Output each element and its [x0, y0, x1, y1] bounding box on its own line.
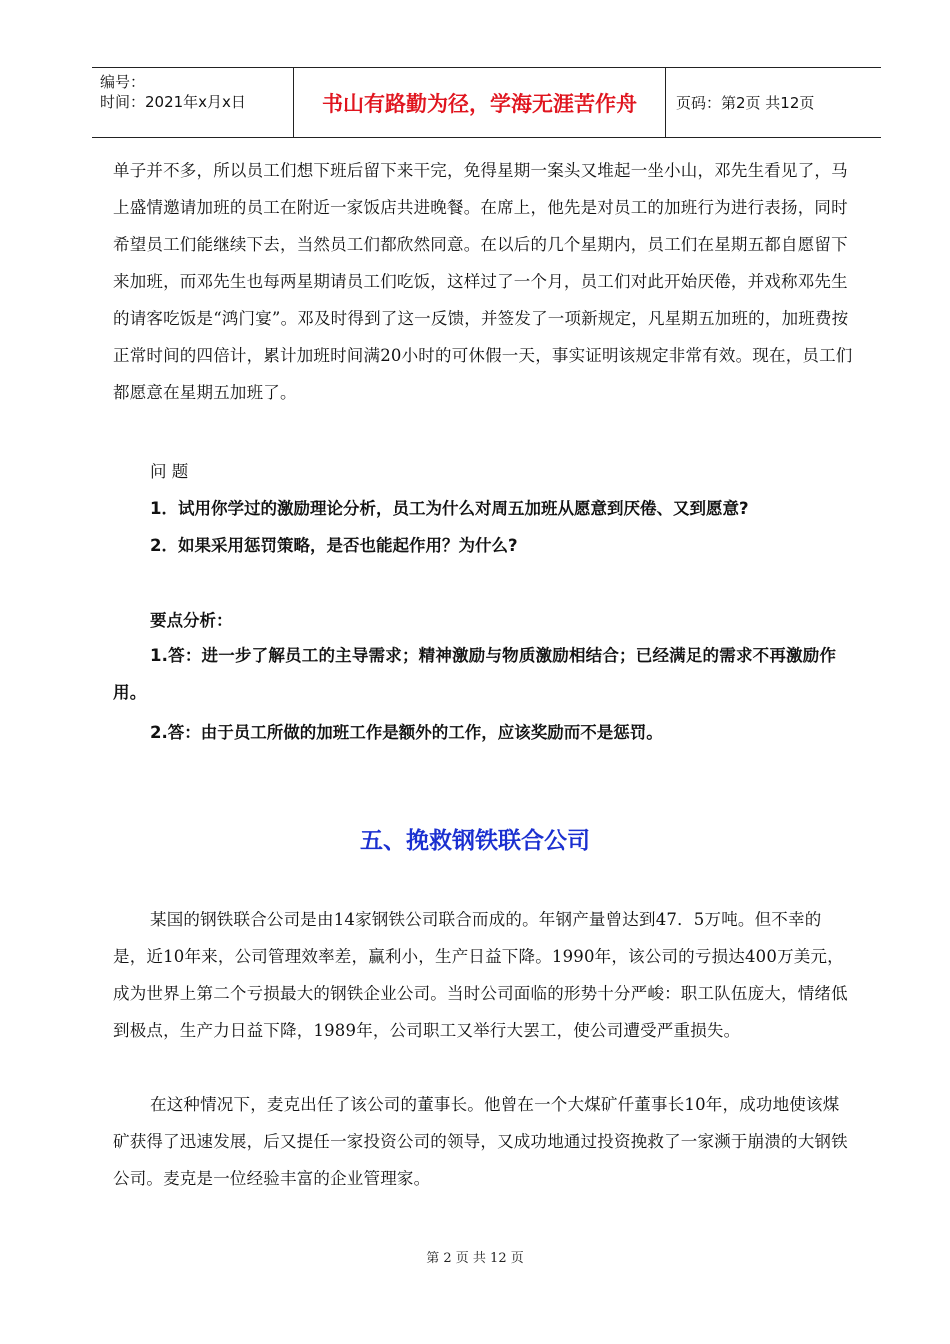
analysis-heading: 要点分析：: [150, 611, 233, 630]
answer-1: 1.答：进一步了解员工的主导需求；精神激励与物质激励相结合；已经满足的需求不再激励作用。: [113, 646, 837, 702]
header-page-info: 页码：第2页 共12页: [676, 94, 815, 112]
case-paragraph: 单子并不多，所以员工们想下班后留下来干完，免得星期一案头又堆起一坐小山，邓先生看见了，马上盛情邀请加班的员工在附近一家饭店共进晚餐。在席上，他先是对员工的加班行为进行表扬，同时希望员工们能继续下去，当然员工们都欣然同意。在以后的几个星期内，员工们在星期五都自愿留下来加班，而邓先生也每两星期请员工们吃饭，这样过了一个月，员工们对此开始厌倦，并戏称邓先生的请客吃饭是“鸿门宴”。邓及时得到了这一反馈，并签发了一项新规定，凡星期五加班的，加班费按正常时间的四倍计，累计加班时间满20小时的可休假一天，事实证明该规定非常有效。现在，员工们都愿意在星期五加班了。: [113, 161, 853, 402]
section-paragraph-1: 某国的钢铁联合公司是由14家钢铁公司联合而成的。年钢产量曾达到47．5万吨。但不幸的是，近10年来，公司管理效率差，赢利小，生产日益下降。1990年，该公司的亏损达400万美元，成为世界上第二个亏损最大的钢铁企业公司。当时公司面临的形势十分严峻：职工队伍庞大，情绪低到极点，生产力日益下降，1989年，公司职工又举行大罢工，使公司遭受严重损失。: [113, 910, 848, 1040]
question-2: 2．如果采用惩罚策略，是否也能起作用？为什么?: [150, 536, 518, 555]
answer-2: 2.答：由于员工所做的加班工作是额外的工作，应该奖励而不是惩罚。: [150, 723, 663, 742]
questions-heading: 问 题: [150, 462, 189, 481]
page-header: [92, 67, 881, 138]
header-motto: 书山有路勤为径，学海无涯苦作舟: [294, 68, 666, 137]
header-meta: [92, 68, 294, 137]
code-label: 编号：: [100, 73, 146, 91]
section-paragraph-2: 在这种情况下，麦克出任了该公司的董事长。他曾在一个大煤矿仟董事长10年，成功地使该煤矿获得了迅速发展，后又提任一家投资公司的领导，又成功地通过投资挽救了一家濒于崩溃的大钢铁公司。麦克是一位经验丰富的企业管理家。: [113, 1095, 848, 1188]
page-footer: 第 2 页 共 12 页: [426, 1251, 524, 1266]
section-title: 五、挽救钢铁联合公司: [360, 828, 590, 854]
question-1: 1．试用你学过的激励理论分析，员工为什么对周五加班从愿意到厌倦、又到愿意?: [150, 499, 749, 518]
time-label: 时间：2021年x月x日: [100, 93, 246, 111]
